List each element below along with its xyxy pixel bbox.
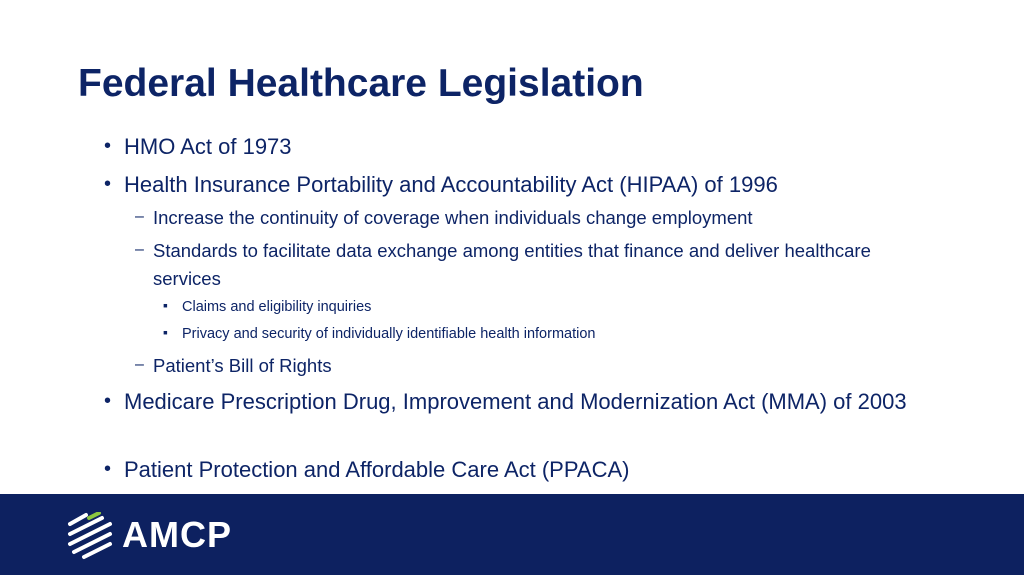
sub-sub-item-privacy (163, 324, 942, 344)
sub-item-continuity (135, 204, 953, 232)
sub-sub-item-text: Claims and eligibility inquiries (182, 299, 372, 315)
bullet-marker: • (104, 135, 112, 157)
sub-item-text: Increase the continuity of coverage when individuals change employment (153, 207, 753, 228)
square-marker: ▪ (163, 297, 168, 313)
footer-bar (0, 494, 1024, 575)
dash-marker: – (135, 241, 144, 258)
bullet-marker: • (104, 458, 112, 480)
bullet-text: Patient Protection and Affordable Care Act (PPACA) (124, 457, 630, 482)
square-marker: ▪ (163, 324, 168, 340)
dash-marker: – (135, 356, 144, 373)
dash-marker: – (135, 208, 144, 225)
sub-sub-item-claims (163, 297, 942, 317)
slide-title: Federal Healthcare Legislation (78, 62, 644, 105)
amcp-stripes-icon (66, 512, 116, 560)
sub-sub-item-text: Privacy and security of individually identifiable health information (182, 326, 596, 342)
bullet-marker: • (104, 173, 112, 195)
bullet-item-ppaca (104, 454, 924, 485)
sub-item-standards (135, 237, 943, 293)
bullet-text: Health Insurance Portability and Accountability Act (HIPAA) of 1996 (124, 172, 778, 197)
logo-wordmark: AMCP (122, 514, 232, 555)
bullet-text: HMO Act of 1973 (124, 134, 292, 159)
bullet-text: Medicare Prescription Drug, Improvement and Modernization Act (MMA) of 2003 (124, 389, 907, 414)
bullet-item-mma (104, 386, 914, 417)
sub-item-bill-of-rights (135, 352, 953, 380)
bullet-marker: • (104, 390, 112, 412)
bullet-item-hmo-act (104, 131, 924, 162)
bullet-item-hipaa (104, 169, 924, 200)
amcp-logo (66, 512, 246, 560)
sub-item-text: Standards to facilitate data exchange among entities that finance and deliver healthcare services (153, 240, 871, 289)
sub-item-text: Patient’s Bill of Rights (153, 355, 332, 376)
